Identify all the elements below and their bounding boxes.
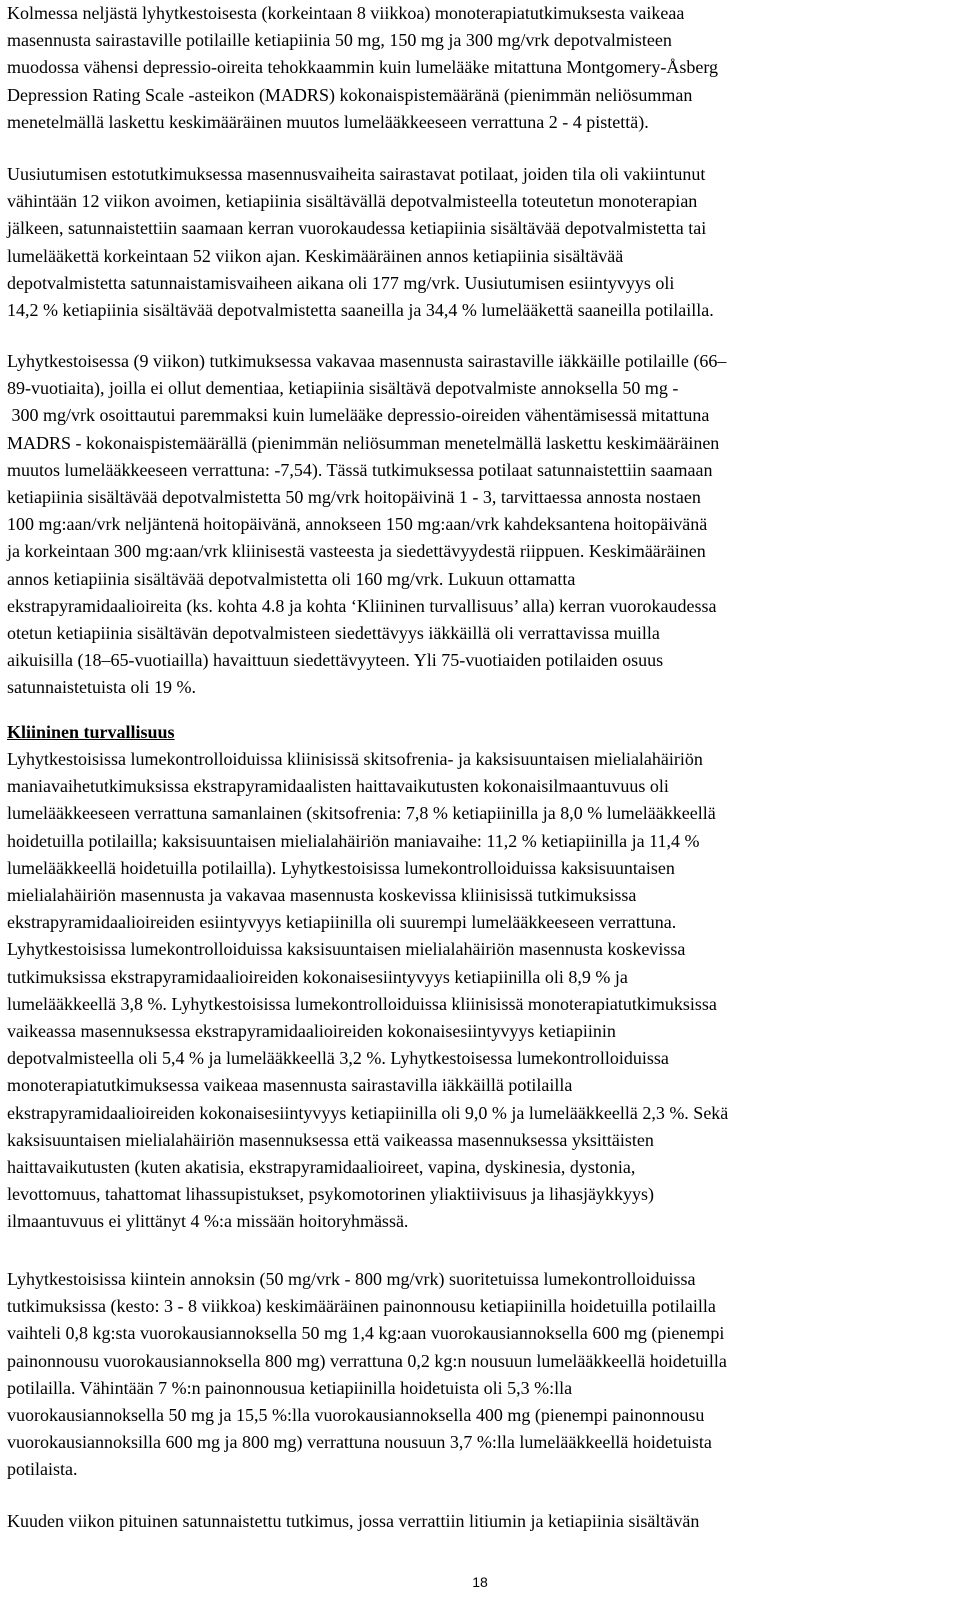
section-heading: Kliininen turvallisuus xyxy=(7,722,175,742)
text-line: Uusiutumisen estotutkimuksessa masennusvaiheita sairastavat potilaat, joiden tila oli vakiintunut xyxy=(7,164,706,184)
text-line: Lyhytkestoisissa lumekontrolloiduissa kliinisissä skitsofrenia- ja kaksisuuntaisen mielialahäiriön xyxy=(7,749,703,769)
text-line: masennusta sairastaville potilaille ketiapiinia 50 mg, 150 mg ja 300 mg/vrk depotvalmisteen xyxy=(7,30,672,51)
text-line: maniavaihetutkimuksissa ekstrapyramidaalisten haittavaikutusten kokonaisilmaantuvuus oli xyxy=(7,776,669,797)
text-line: tutkimuksissa ekstrapyramidaalioireiden kokonaisesiintyvyys ketiapiinilla oli 8,9 % ja xyxy=(7,966,628,987)
text-line: Lyhytkestoisessa (9 viikon) tutkimuksessa vakavaa masennusta sairastaville iäkkäille potilaille (66– xyxy=(7,351,727,371)
text-line: vaikeassa masennuksessa ekstrapyramidaalioireiden kokonaisesiintyvyys ketiapiinin xyxy=(7,1021,616,1042)
text-line: Kuuden viikon pituinen satunnaistettu tutkimus, jossa verrattiin litiumin ja ketiapiinia sisältävän xyxy=(7,1511,700,1531)
text-line: vuorokausiannoksella 50 mg ja 15,5 %:lla vuorokausiannoksella 400 mg (pienempi painonnousu xyxy=(7,1405,705,1426)
paragraph-relapse-prevention xyxy=(7,161,714,324)
text-line: potilaista. xyxy=(7,1459,78,1480)
page-number: 18 xyxy=(472,1574,488,1590)
text-line: aikuisilla (18–65-vuotiailla) havaittuun siedettävyyteen. Yli 75-vuotiaiden potilaiden osuus xyxy=(7,650,664,671)
text-line: vuorokausiannoksilla 600 mg ja 800 mg) verrattuna nousuun 3,7 %:lla lumelääkkeellä hoidetuista xyxy=(7,1432,712,1453)
text-line: ketiapiinia sisältävää depotvalmistetta 50 mg/vrk hoitopäivinä 1 - 3, tarvittaessa annosta nostaen xyxy=(7,487,701,508)
text-line: ekstrapyramidaalioireiden esiintyvyys ketiapiinilla oli suurempi lumelääkkeeseen verrattuna. xyxy=(7,912,677,933)
text-line: hoidetuilla potilailla; kaksisuuntaisen mielialahäiriön maniavaihe: 11,2 % ketiapiinilla ja 11,4 % xyxy=(7,830,700,851)
text-line: 100 mg:aan/vrk neljäntenä hoitopäivänä, annokseen 150 mg:aan/vrk kahdeksantena hoitopäivänä xyxy=(7,514,708,535)
text-line: mielialahäiriön masennusta ja vakavaa masennusta koskevissa kliinisissä tutkimuksissa xyxy=(7,885,637,906)
text-line: tutkimuksissa (kesto: 3 - 8 viikkoa) keskimääräinen painonnousu ketiapiinilla hoidetuilla potilailla xyxy=(7,1296,716,1317)
text-line: haittavaikutusten (kuten akatisia, ekstrapyramidaalioireet, vapina, dyskinesia, dystonia, xyxy=(7,1157,636,1178)
text-line: vähintään 12 viikon avoimen, ketiapiinia sisältävällä depotvalmisteella toteutetun monoterapian xyxy=(7,191,698,212)
paragraph-lithium-study xyxy=(7,1508,699,1535)
paragraph-elderly-study xyxy=(7,348,726,702)
text-line: MADRS - kokonaispistemäärällä (pienimmän neliösumman menetelmällä laskettu keskimääräinen xyxy=(7,432,720,453)
text-line: muodossa vähensi depressio-oireita tehokkaammin kuin lumelääke mitattuna Montgomery-Åsberg xyxy=(7,57,718,78)
text-line: vaihteli 0,8 kg:sta vuorokausiannoksella 50 mg 1,4 kg:aan vuorokausiannoksella 600 mg (pienempi xyxy=(7,1323,725,1344)
text-line: lumelääkkeellä hoidetuilla potilailla). Lyhytkestoisissa lumekontrolloiduissa kaksisuuntaisen xyxy=(7,857,675,878)
text-line: ilmaantuvuus ei ylittänyt 4 %:a missään hoitoryhmässä. xyxy=(7,1211,409,1232)
paragraph-monotherapy-results xyxy=(7,0,718,136)
text-line: depotvalmisteella oli 5,4 % ja lumelääkkeellä 3,2 %. Lyhytkestoisessa lumekontrolloiduissa xyxy=(7,1048,669,1069)
text-line: jälkeen, satunnaistettiin saamaan kerran vuorokaudessa ketiapiinia sisältävää depotvalmistetta tai xyxy=(7,218,707,239)
text-line: Kolmessa neljästä lyhytkestoisesta (korkeintaan 8 viikkoa) monoterapiatutkimuksesta vaikeaa xyxy=(7,3,685,23)
text-line: menetelmällä laskettu keskimääräinen muutos lumelääkkeeseen verrattuna 2 - 4 pistettä). xyxy=(7,111,649,132)
text-line: lumelääkettä korkeintaan 52 viikon ajan. Keskimääräinen annos ketiapiinia sisältävää xyxy=(7,245,624,266)
paragraph-weight-gain xyxy=(7,1266,727,1484)
text-line: painonnousu vuorokausiannoksella 800 mg) verrattuna 0,2 kg:n nousuun lumelääkkeellä hoidetuilla xyxy=(7,1350,727,1371)
text-line: muutos lumelääkkeeseen verrattuna: -7,54). Tässä tutkimuksessa potilaat satunnaistettiin saamaan xyxy=(7,459,713,480)
text-line: ja korkeintaan 300 mg:aan/vrk kliinisestä vasteesta ja siedettävyydestä riippuen. Keskimääräinen xyxy=(7,541,706,562)
text-line: 89-vuotiaita), joilla ei ollut dementiaa, ketiapiinia sisältävä depotvalmiste annoksella 50 mg - xyxy=(7,378,679,399)
text-line: 14,2 % ketiapiinia sisältävää depotvalmistetta saaneilla ja 34,4 % lumelääkettä saaneilla potilailla. xyxy=(7,300,714,321)
text-line: Depression Rating Scale -asteikon (MADRS) kokonaispistemääränä (pienimmän neliösumman xyxy=(7,84,693,105)
text-line: kaksisuuntaisen mielialahäiriön masennuksessa että vaikeassa masennuksessa yksittäisten xyxy=(7,1129,654,1150)
paragraph-clinical-safety xyxy=(7,746,728,1236)
text-line: levottomuus, tahattomat lihassupistukset, psykomotorinen yliaktiivisuus ja lihasjäykkyys) xyxy=(7,1184,654,1205)
text-line: potilailla. Vähintään 7 %:n painonnousua ketiapiinilla hoidetuista oli 5,3 %:lla xyxy=(7,1377,573,1398)
text-line: Lyhytkestoisissa kiintein annoksin (50 mg/vrk - 800 mg/vrk) suoritetuissa lumekontrolloiduissa xyxy=(7,1269,696,1289)
text-line: 300 mg/vrk osoittautui paremmaksi kuin lumelääke depressio-oireiden vähentämisessä mitattuna xyxy=(7,405,710,426)
text-line: lumelääkkeellä 3,8 %. Lyhytkestoisissa lumekontrolloiduissa kliinisissä monoterapiatutkimuksissa xyxy=(7,993,717,1014)
text-line: annos ketiapiinia sisältävää depotvalmistetta oli 160 mg/vrk. Lukuun ottamatta xyxy=(7,568,576,589)
text-line: lumelääkkeeseen verrattuna samanlainen (skitsofrenia: 7,8 % ketiapiinilla ja 8,0 % lumelääkkeellä xyxy=(7,803,716,824)
text-line: otetun ketiapiinia sisältävän depotvalmisteen siedettävyys iäkkäillä oli verrattavissa muilla xyxy=(7,623,660,644)
text-line: ekstrapyramidaalioireiden kokonaisesiintyvyys ketiapiinilla oli 9,0 % ja lumelääkkeellä 2,3 %. Sekä xyxy=(7,1102,729,1123)
text-line: ekstrapyramidaalioireita (ks. kohta 4.8 ja kohta ‘Kliininen turvallisuus’ alla) kerran vuorokaudessa xyxy=(7,595,717,616)
text-line: monoterapiatutkimuksessa vaikeaa masennusta sairastavilla iäkkäillä potilailla xyxy=(7,1075,573,1096)
text-line: depotvalmistetta satunnaistamisvaiheen aikana oli 177 mg/vrk. Uusiutumisen esiintyvyys oli xyxy=(7,272,675,293)
text-line: satunnaistetuista oli 19 %. xyxy=(7,677,196,698)
text-line: Lyhytkestoisissa lumekontrolloiduissa kaksisuuntaisen mielialahäiriön masennusta koskevissa xyxy=(7,939,686,960)
